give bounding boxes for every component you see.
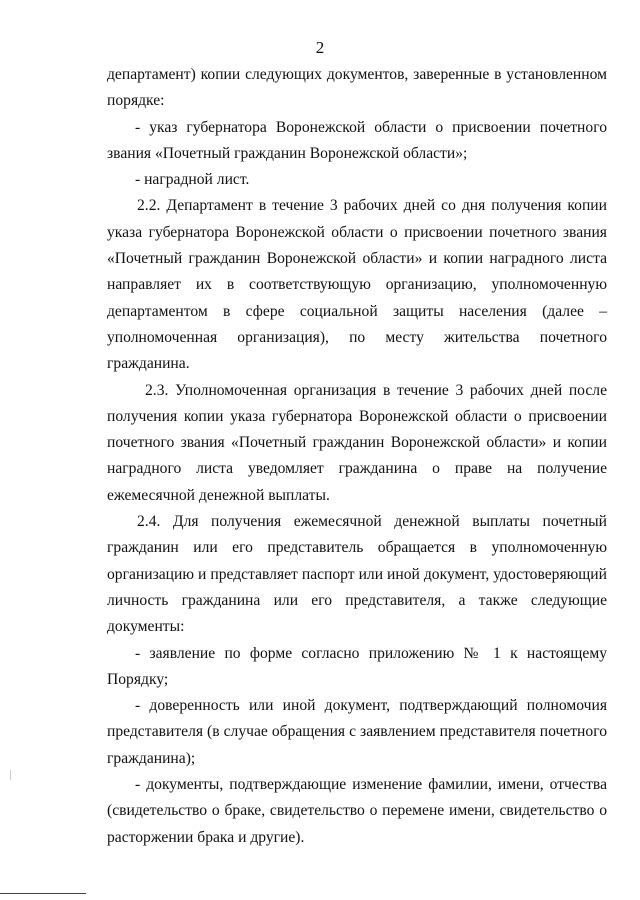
clause-2-2: 2.2. Департамент в течение 3 рабочих дней со дня получения копии указа губернатора Воронежской области о присвоении почетного звания «Почетный гражданин Воронежской области» и копии наградного листа направляет их в соответствующую организацию, уполномоченную департаментом в сфере социальной защиты населения (далее – уполномоченная организация), по месту жительства почетного гражданина. <box>107 197 607 373</box>
clause-2-4: 2.4. Для получения ежемесячной денежной выплаты почетный гражданин или его представитель обращается в уполномоченную организацию и представляет паспорт или иной документ, удостоверяющий личность гражданина или его представителя, а также следующие документы: <box>107 513 607 636</box>
list-item-name-change-documents: - документы, подтверждающие изменение фамилии, имени, отчества (свидетельство о браке, свидетельство о перемене имени, свидетельство о расторжении брака и другие). <box>107 776 607 846</box>
list-item-decree: - указ губернатора Воронежской области о присвоении почетного звания «Почетный гражданин Воронежской области»; <box>107 118 607 162</box>
bottom-rule <box>0 893 86 894</box>
list-item-award-sheet: - наградной лист. <box>135 171 250 189</box>
list-item-power-of-attorney: - доверенность или иной документ, подтверждающий полномочия представителя (в случае обращения с заявлением представителя почетного гражданина); <box>107 697 607 767</box>
page-number: 2 <box>315 38 325 57</box>
document-body <box>107 62 607 851</box>
paragraph-continuation: департамент) копии следующих документов, заверенные в установленном порядке: <box>107 66 607 110</box>
clause-2-3: 2.3. Уполномоченная организация в течение 3 рабочих дней после получения копии указа губернатора Воронежской области о присвоении почетного звания «Почетный гражданин Воронежской области» и копии наградного листа уведомляет гражданина о праве на получение ежемесячной денежной выплаты. <box>107 381 607 504</box>
margin-scan-mark <box>10 770 11 780</box>
list-item-application: - заявление по форме согласно приложению № 1 к настоящему Порядку; <box>107 644 607 688</box>
